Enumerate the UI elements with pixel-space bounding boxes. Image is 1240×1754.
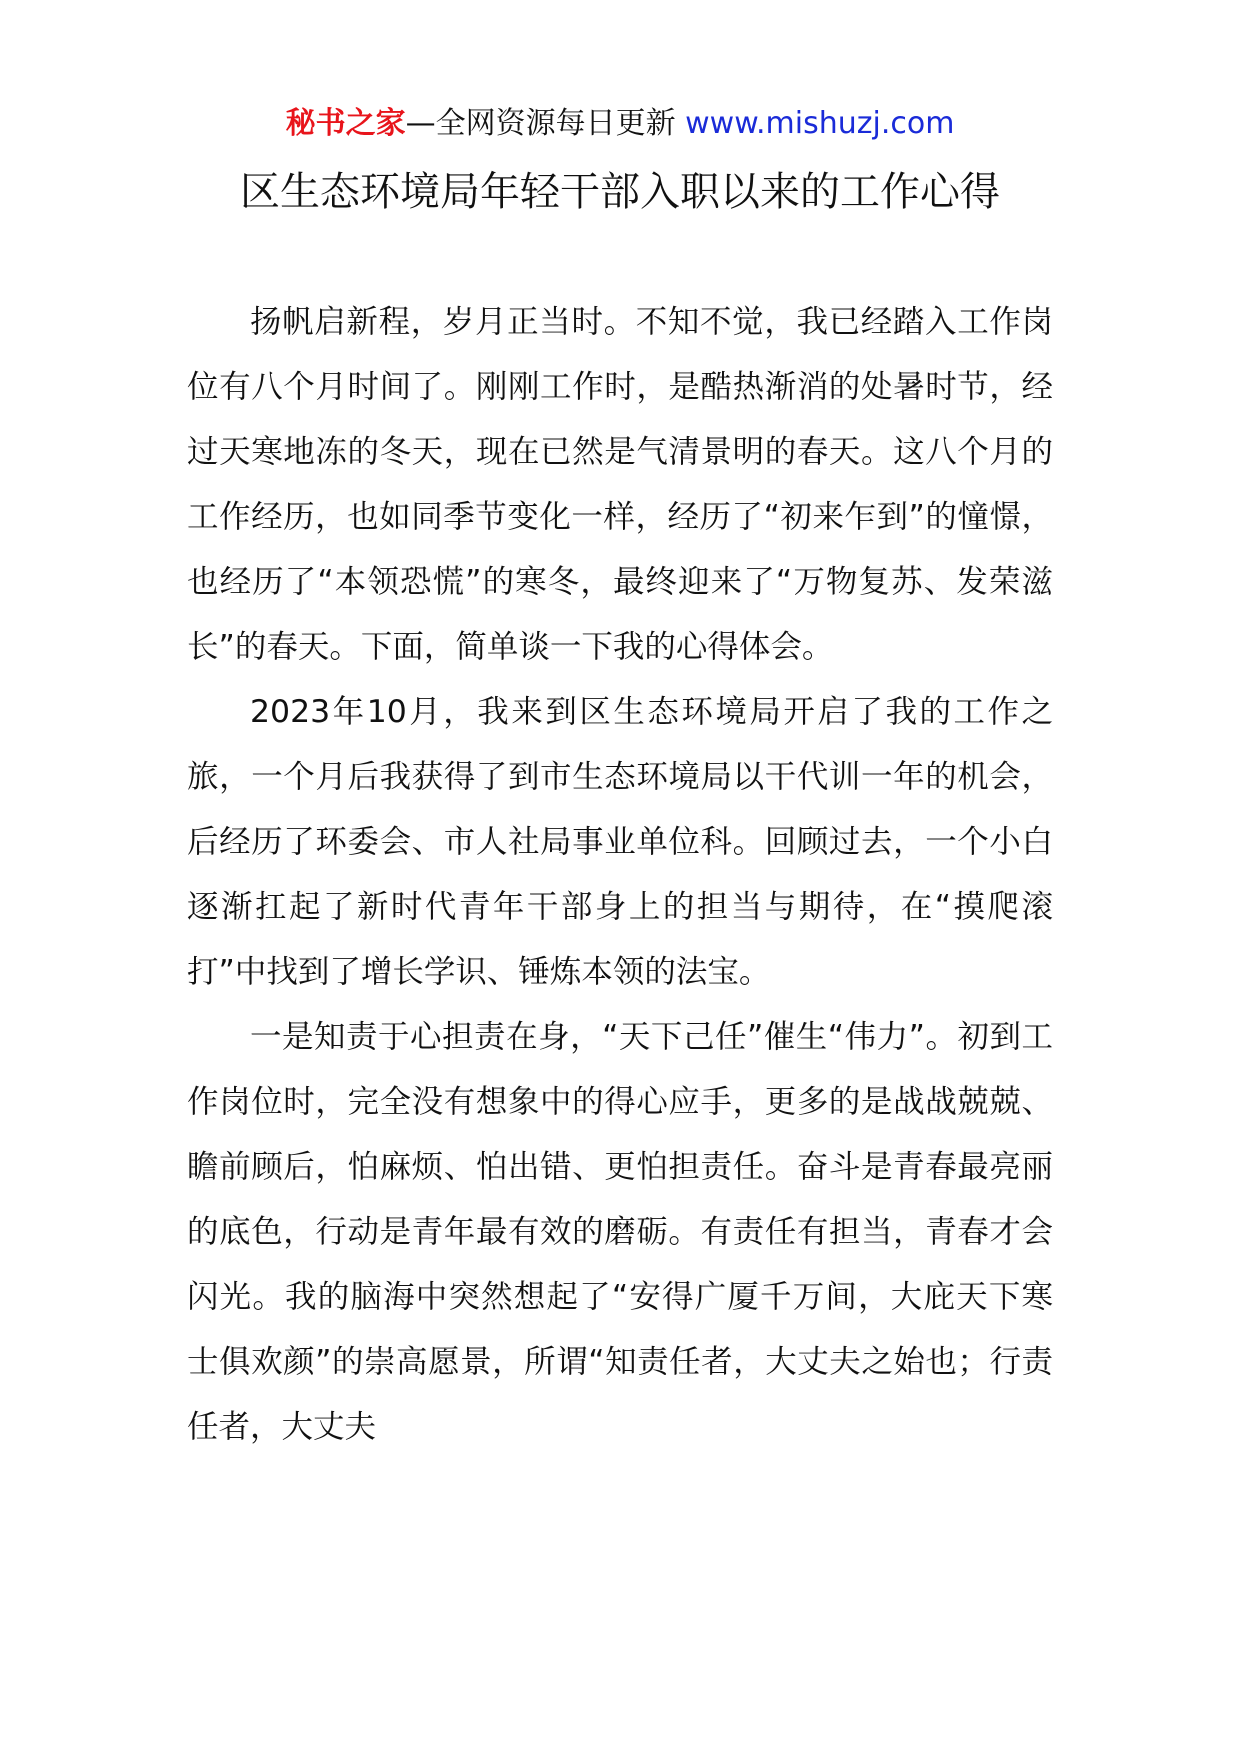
header-tagline: —全网资源每日更新 (405, 106, 676, 141)
site-header (0, 104, 1240, 144)
document-body (187, 290, 1053, 1460)
paragraph: 2023年10月，我来到区生态环境局开启了我的工作之旅，一个月后我获得了到市生态环境局以干代训一年的机会，后经历了环委会、市人社局事业单位科。回顾过去，一个小白逐渐扛起了新时代青年干部身上的担当与期待，在“摸爬滚打”中找到了增长学识、锤炼本领的法宝。 (187, 694, 1053, 990)
brand-name: 秘书之家 (285, 106, 406, 141)
document-title: 区生态环境局年轻干部入职以来的工作心得 (240, 169, 1000, 215)
paragraph: 一是知责于心担责在身，“天下己任”催生“伟力”。初到工作岗位时，完全没有想象中的得心应手，更多的是战战兢兢、瞻前顾后，怕麻烦、怕出错、更怕担责任。奋斗是青春最亮丽的底色，行动是青年最有效的磨砺。有责任有担当，青春才会闪光。我的脑海中突然想起了“安得广厦千万间，大庇天下寒士俱欢颜”的崇高愿景，所谓“知责任者，大丈夫之始也；行责任者，大丈夫 (187, 1019, 1053, 1445)
site-url-link[interactable]: www.mishuzj.com (685, 106, 955, 141)
paragraph: 扬帆启新程，岁月正当时。不知不觉，我已经踏入工作岗位有八个月时间了。刚刚工作时，是酷热渐消的处暑时节，经过天寒地冻的冬天，现在已然是气清景明的春天。这八个月的工作经历，也如同季节变化一样，经历了“初来乍到”的憧憬，也经历了“本领恐慌”的寒冬，最终迎来了“万物复苏、发荣滋长”的春天。下面，简单谈一下我的心得体会。 (187, 304, 1053, 665)
